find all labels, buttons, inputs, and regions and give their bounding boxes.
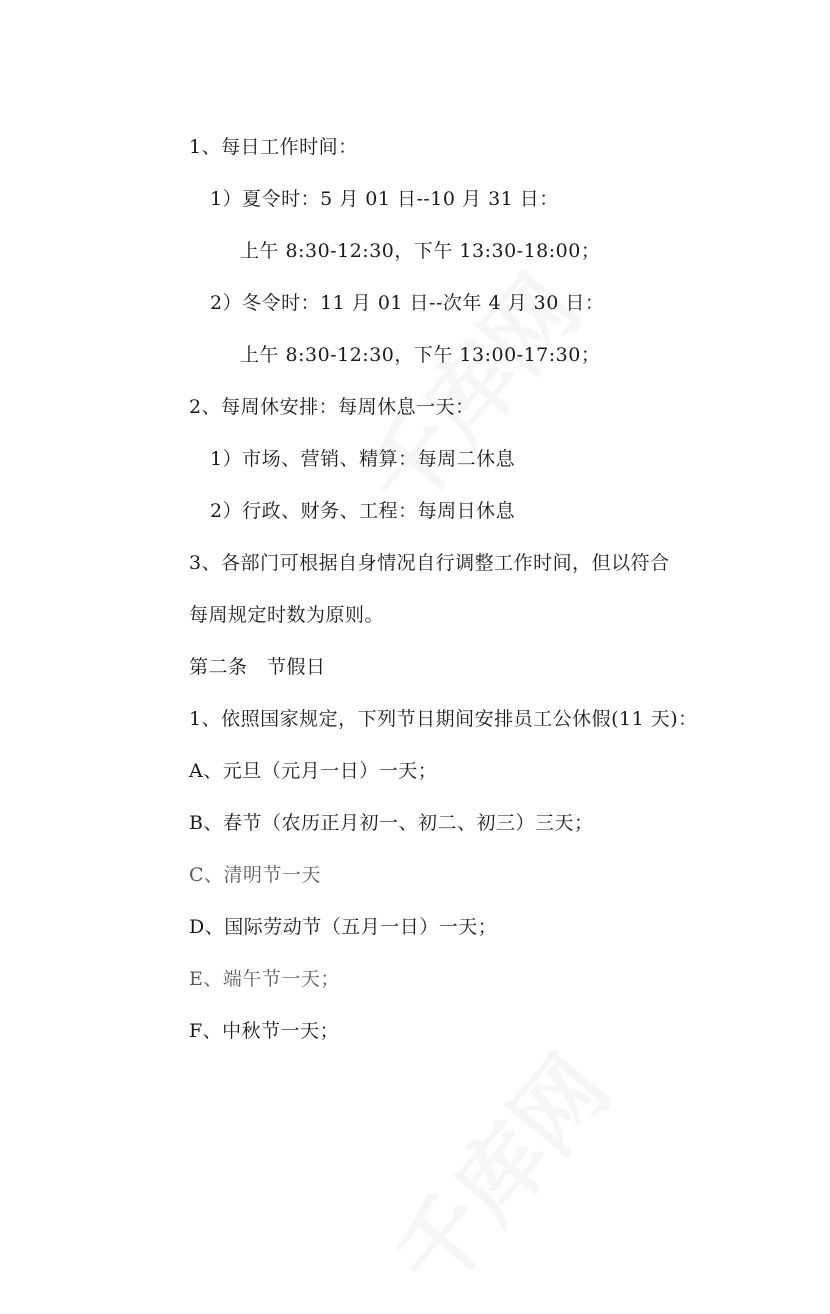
rest-item-market: 1）市场、营销、精算：每周二休息 — [210, 448, 516, 470]
winter-schedule-hours: 上午 8:30-12:30，下午 13:00-17:30； — [240, 344, 601, 366]
watermark — [330, 243, 603, 533]
article-two-heading: 第二条 节假日 — [189, 656, 326, 678]
holiday-item-c: C、清明节一天 — [189, 864, 322, 886]
section-adjust-paragraph: 3、各部门可根据自身情况自行调整工作时间，但以符合 — [189, 552, 670, 574]
section-work-hours-heading: 1、每日工作时间： — [189, 136, 358, 158]
section-adjust-paragraph-cont: 每周规定时数为原则。 — [189, 604, 385, 626]
holiday-item-e: E、端午节一天； — [189, 968, 340, 990]
summer-schedule-hours: 上午 8:30-12:30，下午 13:30-18:00； — [240, 240, 601, 262]
holiday-item-f: F、中秋节一天； — [189, 1020, 340, 1042]
holiday-item-d: D、国际劳动节（五月一日）一天； — [189, 916, 498, 938]
rest-item-admin: 2）行政、财务、工程：每周日休息 — [210, 500, 516, 522]
summer-schedule-label: 1）夏令时：5 月 01 日--10 月 31 日： — [210, 188, 559, 210]
winter-schedule-label: 2）冬令时：11 月 01 日--次年 4 月 30 日： — [210, 292, 605, 314]
watermark-bottom — [360, 1023, 633, 1313]
holiday-intro: 1、依照国家规定，下列节日期间安排员工公休假(11 天)： — [189, 708, 698, 730]
holiday-item-a: A、元旦（元月一日）一天； — [189, 760, 438, 782]
holiday-item-b: B、春节（农历正月初一、初二、初三）三天； — [189, 812, 594, 834]
section-weekly-rest-heading: 2、每周休安排：每周休息一天： — [189, 396, 475, 418]
